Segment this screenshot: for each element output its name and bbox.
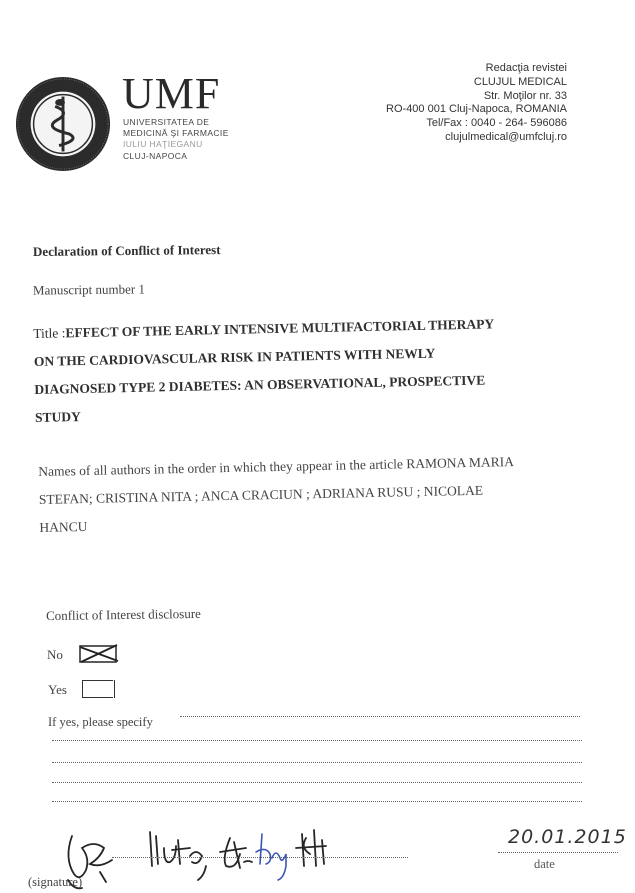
specify-line-2[interactable] [52, 740, 582, 741]
coi-heading: Conflict of Interest disclosure [45, 605, 201, 624]
if-yes-label: If yes, please specify [48, 715, 153, 729]
yes-label: Yes [48, 682, 67, 697]
address-line-2: CLUJUL MEDICAL [473, 75, 567, 88]
specify-line-3[interactable] [52, 762, 582, 763]
authors-line-3: HANCU [39, 518, 88, 535]
logo-line-4: CLUJ-NAPOCA [123, 151, 188, 161]
signature-label: (signature) [28, 875, 83, 889]
specify-line-1[interactable] [180, 716, 580, 717]
logo-line-3: IULIU HAŢIEGANU [123, 139, 203, 149]
title-line-1: EFFECT OF THE EARLY INTENSIVE MULTIFACTORIAL THERAPY [65, 316, 495, 341]
no-checkbox-checked[interactable] [78, 643, 120, 665]
date-value: 20.01.2015 [508, 826, 627, 848]
address-line-1: Redacţia revistei [485, 62, 567, 74]
manuscript-title [33, 308, 595, 432]
authors-line-1: Names of all authors in the order in which they appear in the article RAMONA MARIA [38, 454, 515, 479]
specify-line-5[interactable] [52, 801, 582, 802]
yes-option [48, 682, 67, 698]
title-line-2: ON THE CARDIOVASCULAR RISK IN PATIENTS WITH NEWLY [33, 345, 436, 369]
no-option [47, 647, 63, 663]
address-line-6: clujulmedical@umfcluj.ro [445, 130, 567, 143]
authors-line-2: STEFAN; CRISTINA NITA ; ANCA CRACIUN ; ADRIANA RUSU ; NICOLAE [38, 482, 484, 507]
specify-line-4[interactable] [52, 782, 582, 783]
address-block [287, 62, 567, 145]
title-label: Title : [33, 325, 66, 341]
logo-umf: UMF [122, 69, 221, 118]
address-line-3: Str. Moţilor nr. 33 [483, 89, 567, 102]
title-line-4: STUDY [34, 409, 81, 425]
form-heading: Declaration of Conflict of Interest [32, 242, 221, 259]
yes-checkbox-edge [114, 680, 115, 698]
logo-line-2: MEDICINĂ ŞI FARMACIE [123, 128, 229, 138]
signature-line[interactable] [112, 857, 408, 858]
title-line-3: DIAGNOSED TYPE 2 DIABETES: AN OBSERVATIONAL, PROSPECTIVE [34, 372, 486, 397]
date-line[interactable] [498, 852, 618, 853]
authors-list [38, 446, 600, 542]
date-label: date [534, 857, 555, 871]
signatures-icon [60, 818, 370, 893]
no-label: No [47, 647, 63, 662]
address-line-5: Tel/Fax : 0040 - 264- 596086 [426, 117, 567, 130]
university-seal-icon [14, 75, 112, 173]
yes-checkbox[interactable] [82, 680, 113, 698]
logo-line-1: UNIVERSITATEA DE [123, 117, 210, 127]
manuscript-number: Manuscript number 1 [32, 281, 145, 298]
address-line-4: RO-400 001 Cluj-Napoca, ROMANIA [386, 103, 567, 116]
